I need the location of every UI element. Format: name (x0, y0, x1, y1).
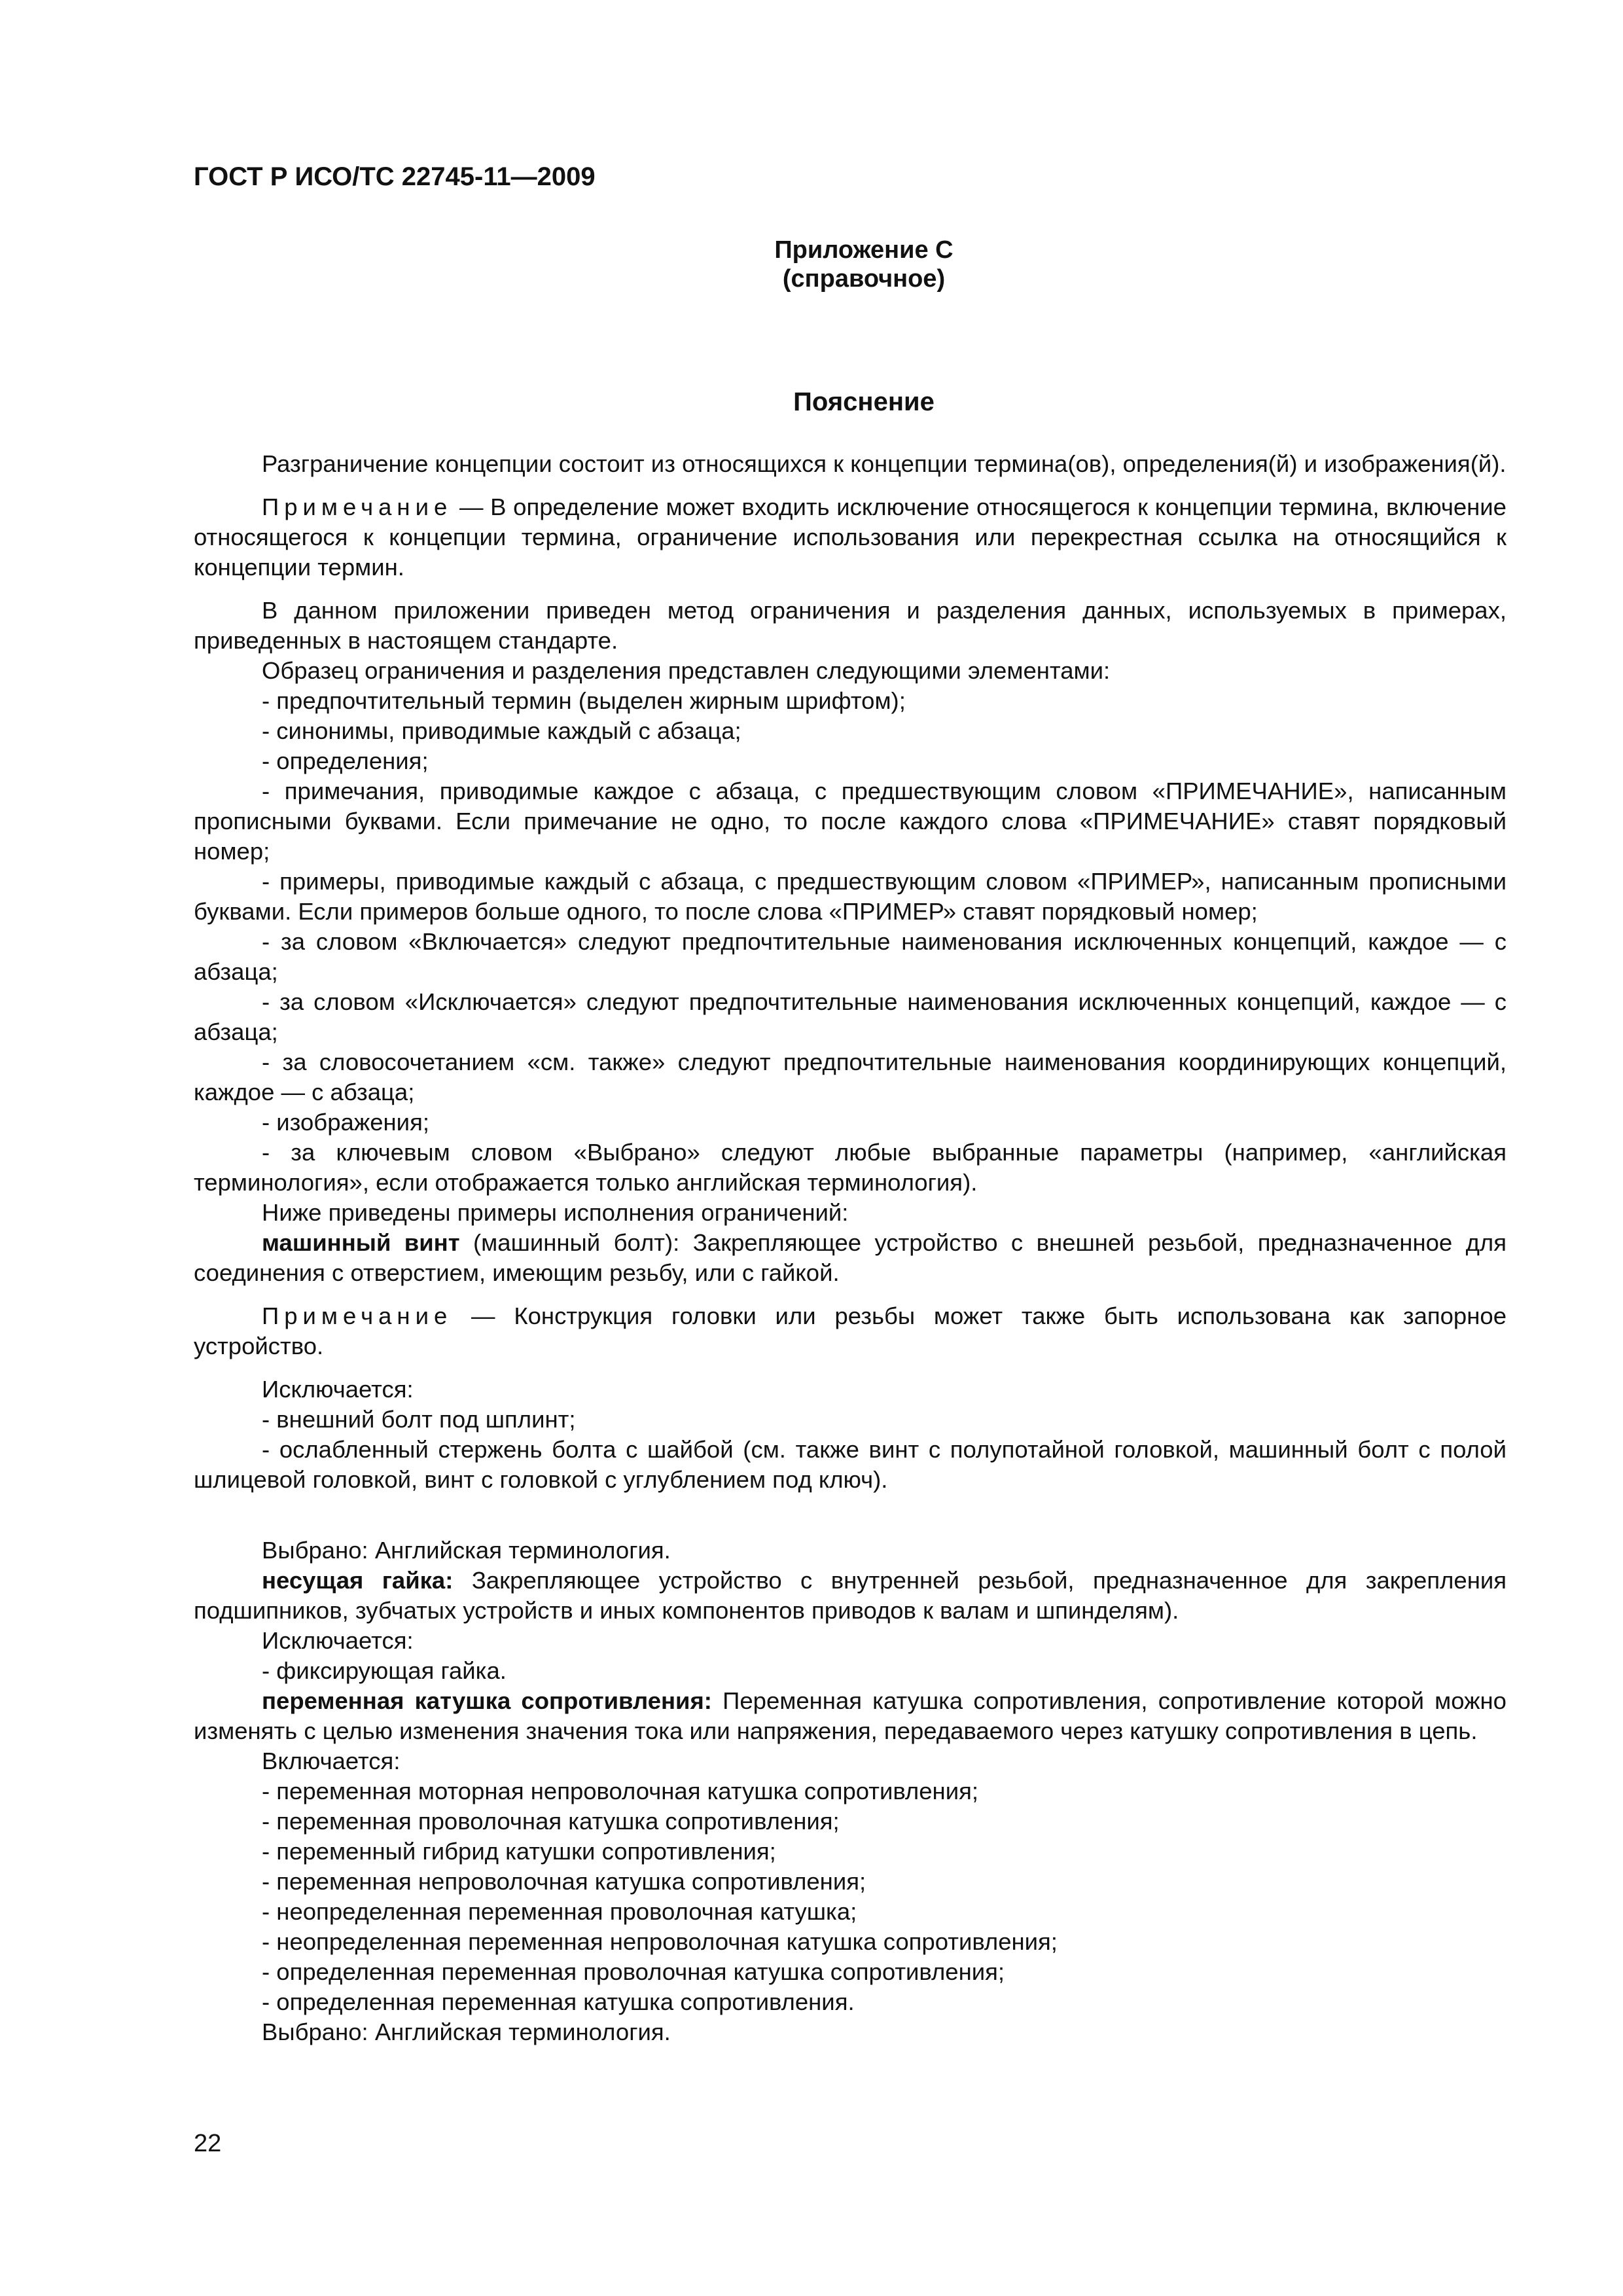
list-item: - ослабленный стержень болта с шайбой (см. также винт с полупотайной головкой, машинный болт с полой шлицевой головкой, винт с головкой с углублением под ключ). (194, 1436, 1507, 1493)
paragraph: Разграничение концепции состоит из относящихся к концепции термина(ов), определения(й) и изображения(й). (262, 450, 1507, 477)
list-item: - неопределенная переменная проволочная катушка; (262, 1898, 857, 1925)
list-item: - за ключевым словом «Выбрано» следуют любые выбранные параметры (например, «английская терминология», если отображается только английская терминология). (194, 1139, 1507, 1196)
annex-status: (справочное) (782, 265, 946, 293)
list-item: - определения; (262, 747, 429, 774)
list-item: - синонимы, приводимые каждый с абзаца; (262, 717, 741, 744)
list-item: - фиксирующая гайка. (262, 1657, 507, 1684)
paragraph: В данном приложении приведен метод ограничения и разделения данных, используемых в примерах, приведенных в настоящем стандарте. (194, 597, 1507, 654)
list-item: - внешний болт под шплинт; (262, 1406, 576, 1433)
term-name: переменная катушка сопротивления: (262, 1687, 712, 1714)
note (194, 492, 1507, 583)
term-name: машинный винт (262, 1229, 460, 1256)
list-item: - определенная переменная катушка сопротивления. (262, 1988, 855, 2015)
list-item: - за словом «Включается» следуют предпочтительные наименования исключенных концепций, каждое — с абзаца; (194, 928, 1507, 985)
document-body (194, 449, 1507, 2047)
list-item: - переменная моторная непроволочная катушка сопротивления; (262, 1778, 978, 1804)
note-label: Примечание (262, 1302, 453, 1329)
paragraph: Ниже приведены примеры исполнения ограничений: (262, 1199, 849, 1226)
term-entry (194, 1566, 1507, 1626)
note-label: Примечание (262, 493, 453, 520)
list-item: - переменный гибрид катушки сопротивления; (262, 1838, 776, 1865)
list-item: - примечания, приводимые каждое с абзаца, с предшествующим словом «ПРИМЕЧАНИЕ», написанным прописными буквами. Если примечание не одно, то после каждого слова «ПРИМЕЧАНИЕ» ставят порядковый номер; (194, 778, 1507, 865)
list-item: - переменная проволочная катушка сопротивления; (262, 1808, 840, 1835)
annex-title: Приложение С (774, 236, 954, 264)
term-entry (194, 1686, 1507, 1746)
section-title: Пояснение (793, 387, 935, 416)
term-entry (194, 1228, 1507, 1288)
paragraph: Образец ограничения и разделения представлен следующими элементами: (262, 657, 1111, 684)
paragraph: Исключается: (262, 1376, 414, 1403)
paragraph: Включается: (262, 1748, 401, 1774)
list-item: - предпочтительный термин (выделен жирным шрифтом); (262, 687, 906, 714)
term-name: несущая гайка: (262, 1567, 454, 1594)
note-text: — Конструкция головки или резьбы может также быть использована как запорное устройство. (194, 1302, 1507, 1359)
term-definition: Закрепляющее устройство с внутренней резьбой, предназначенное для закрепления подшипников, зубчатых устройств и иных компонентов приводов к валам и шпинделям). (194, 1567, 1507, 1624)
paragraph: Исключается: (262, 1627, 414, 1654)
list-item: - определенная переменная проволочная катушка сопротивления; (262, 1958, 1005, 1985)
term-definition: (машинный болт): Закрепляющее устройство с внешней резьбой, предназначенное для соединения с отверстием, имеющим резьбу, или с гайкой. (194, 1229, 1507, 1286)
paragraph: Выбрано: Английская терминология. (262, 1537, 671, 1564)
page-number: 22 (194, 2130, 222, 2157)
list-item: - изображения; (262, 1109, 429, 1136)
document-header: ГОСТ Р ИСО/ТС 22745-11—2009 (194, 162, 596, 191)
list-item: - неопределенная переменная непроволочная катушка сопротивления; (262, 1928, 1058, 1955)
paragraph: Выбрано: Английская терминология. (262, 2018, 671, 2045)
list-item: - за словосочетанием «см. также» следуют предпочтительные наименования координирующих концепций, каждое — с абзаца; (194, 1049, 1507, 1105)
note (194, 1301, 1507, 1361)
term-definition: Переменная катушка сопротивления, сопротивление которой можно изменять с целью изменения значения тока или напряжения, передаваемого через катушку сопротивления в цепь. (194, 1687, 1507, 1744)
note-text: — В определение может входить исключение относящегося к концепции термина, включение относящегося к концепции термина, ограничение использования или перекрестная ссылка на относящийся к концепции термин. (194, 493, 1507, 581)
list-item: - примеры, приводимые каждый с абзаца, с предшествующим словом «ПРИМЕР», написанным прописными буквами. Если примеров больше одного, то после слова «ПРИМЕР» ставят порядковый номер; (194, 868, 1507, 925)
list-item: - за словом «Исключается» следуют предпочтительные наименования исключенных концепций, каждое — с абзаца; (194, 988, 1507, 1045)
list-item: - переменная непроволочная катушка сопротивления; (262, 1868, 866, 1895)
